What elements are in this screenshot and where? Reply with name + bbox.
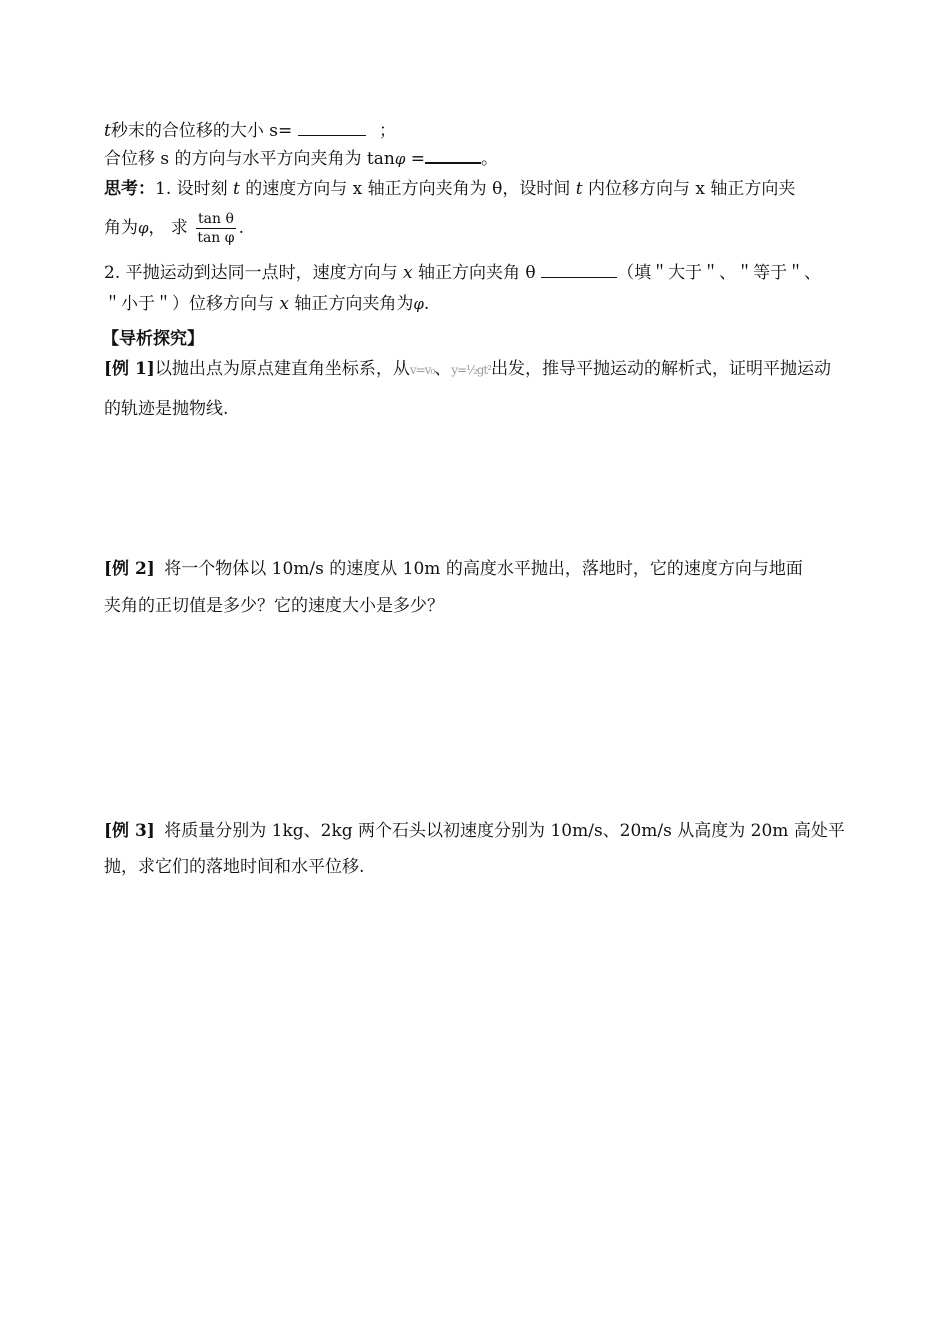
var-t: t: [104, 121, 111, 141]
fraction-numerator: tan θ: [198, 211, 234, 227]
question-2-line1: [104, 260, 821, 286]
example-3-line2: 抛，求它们的落地时间和水平位移.: [104, 857, 365, 877]
faint-formula-1: v=v₀: [409, 362, 435, 377]
var-x: x: [403, 263, 413, 283]
example-3-label: [例 3]: [104, 821, 155, 841]
period: .: [423, 294, 430, 314]
tan-ratio-fraction: [195, 210, 236, 247]
think-line2-mid: ， 求: [148, 218, 188, 238]
think-question-1-line1: [104, 176, 795, 202]
phi-symbol: φ: [413, 295, 424, 313]
think-line2-start: 角为: [104, 218, 138, 238]
example-1-text-a: 以抛出点为原点建直角坐标系，从: [154, 359, 410, 379]
think-part1: 1. 设时刻: [155, 179, 228, 199]
phi-symbol: φ: [394, 150, 406, 168]
q2-text-e: 轴正方向夹角为: [294, 294, 414, 314]
displacement-angle-text: 合位移 s 的方向与水平方向夹角为 tan: [104, 149, 395, 169]
example-3-text: 将质量分别为 1kg、2kg 两个石头以初速度分别为 10m/s、20m/s 从高度为 20m 高处平: [164, 821, 845, 841]
example-1-line1: [104, 356, 831, 383]
q2-text-b: 轴正方向夹角 θ: [418, 263, 536, 283]
example-1-label: [例 1]: [104, 359, 155, 379]
total-displacement-text: 秒末的合位移的大小 s=: [110, 121, 293, 141]
fraction-denominator: tan φ: [197, 230, 235, 246]
example-3-line1: [104, 818, 845, 844]
think-part3: 内位移方向与 x 轴正方向夹: [587, 179, 796, 199]
faint-formula-2: y=½gt²: [451, 362, 492, 377]
example-2-text: 将一个物体以 10m/s 的速度从 10m 的高度水平抛出，落地时，它的速度方向与地面: [164, 559, 803, 579]
section-title: 【导析探究】: [102, 329, 204, 349]
answer-blank-s[interactable]: [298, 118, 366, 136]
var-x: x: [279, 294, 289, 314]
example-2-label: [例 2]: [104, 559, 155, 579]
answer-blank-compare[interactable]: [541, 260, 617, 278]
q2-text-a: 2. 平抛运动到达同一点时，速度方向与: [104, 263, 398, 283]
total-displacement-line: [104, 118, 396, 144]
q2-text-c: （填＂大于＂、＂等于＂、: [617, 263, 822, 283]
question-2-line2: [104, 291, 429, 317]
think-label: 思考：: [104, 179, 155, 199]
example-1-line2: 的轨迹是抛物线.: [104, 399, 229, 419]
q2-text-d: ＂小于＂）位移方向与: [104, 294, 274, 314]
example-2-line2: 夹角的正切值是多少？它的速度大小是多少？: [104, 596, 444, 616]
example-1-text-b: 出发，推导平抛运动的解析式，证明平抛运动: [491, 359, 832, 379]
answer-blank-tan-phi[interactable]: [425, 145, 481, 164]
equals-sign: =: [410, 149, 426, 169]
period: .: [238, 218, 244, 238]
var-t: t: [233, 179, 240, 199]
example-2-line1: [104, 556, 803, 582]
var-t: t: [575, 179, 583, 199]
think-question-1-line2: [104, 208, 244, 248]
phi-symbol: φ: [138, 219, 149, 237]
separator: 、: [434, 359, 452, 379]
displacement-angle-line: [104, 145, 498, 172]
semicolon: ；: [379, 121, 397, 141]
period: 。: [481, 149, 499, 169]
think-part2: 的速度方向与 x 轴正方向夹角为 θ，设时间: [245, 179, 571, 199]
